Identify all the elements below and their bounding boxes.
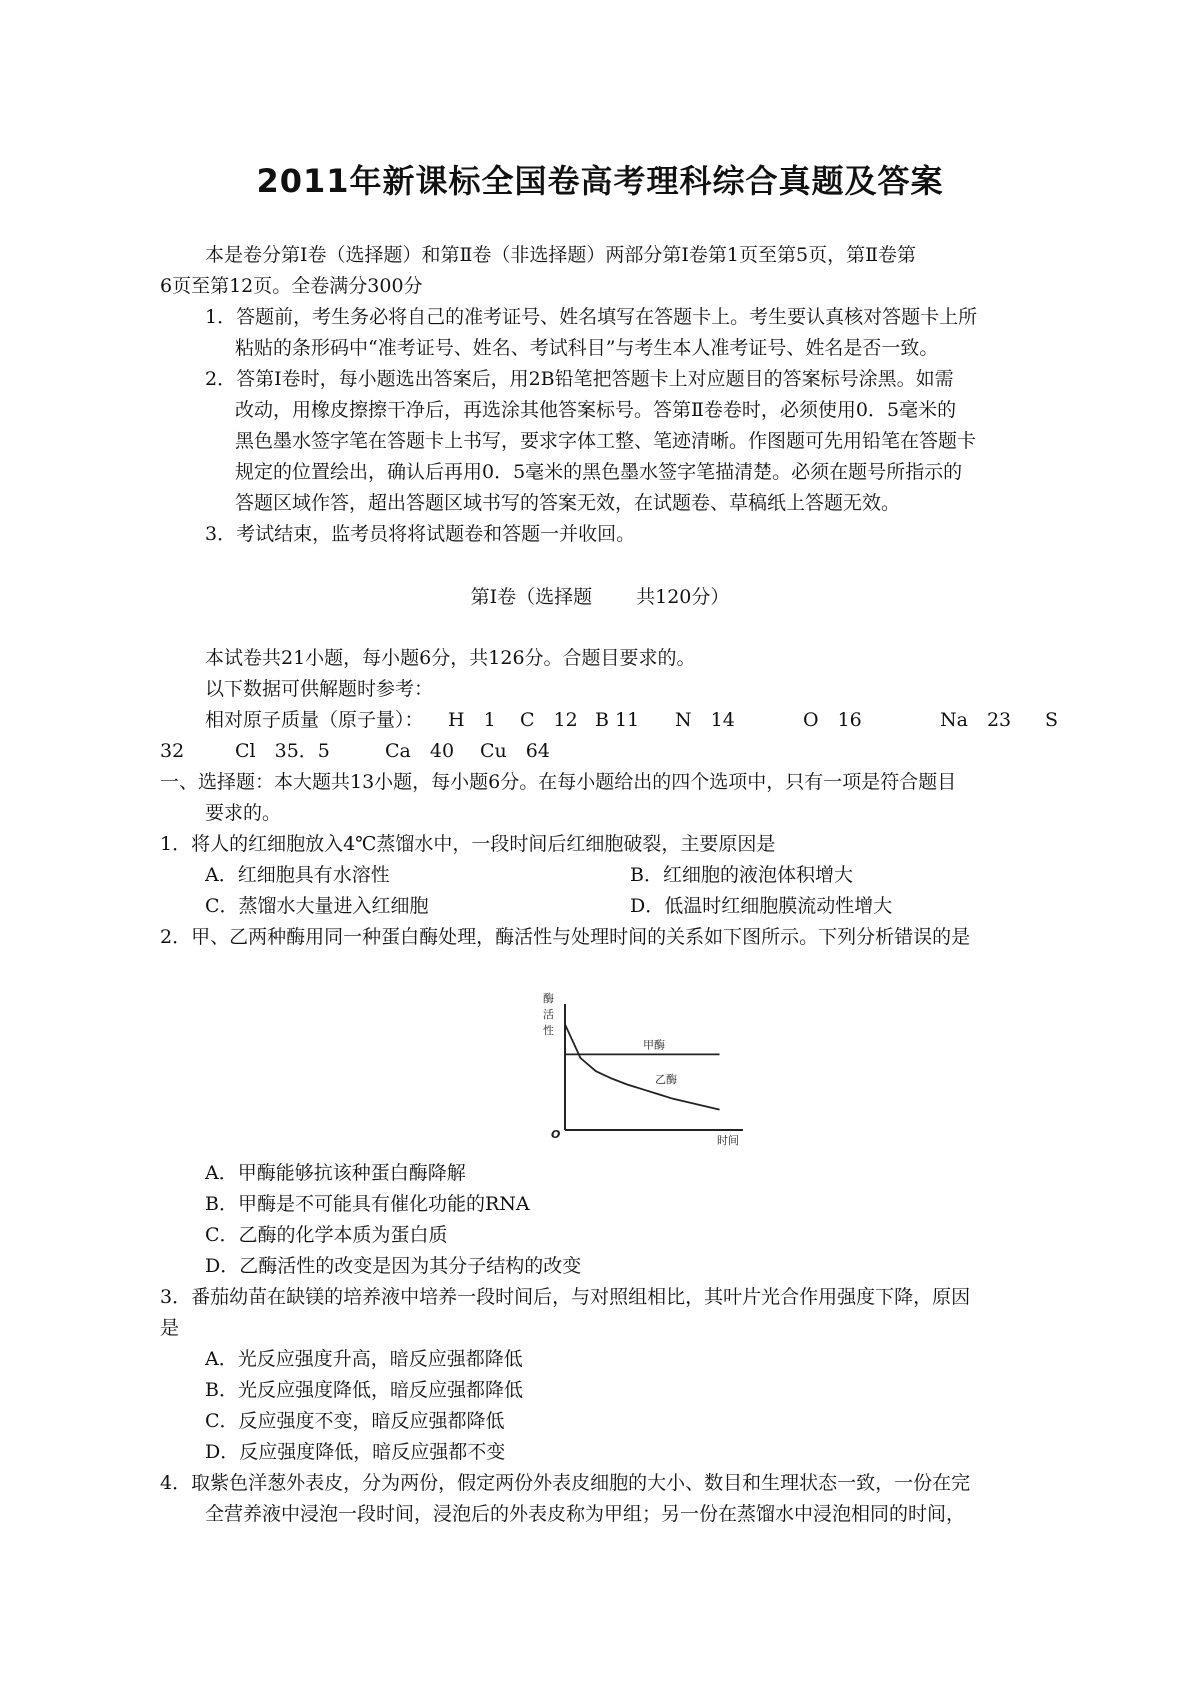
y-axis-label-char: 性 (543, 1024, 554, 1037)
mass-cl: Cl 35．5 (235, 740, 330, 762)
q3-option-a: A．光反应强度升高，暗反应强都降低 (205, 1348, 523, 1370)
x-axis-label: 时间 (717, 1134, 739, 1147)
q3-stem-line-1: 3．番茄幼苗在缺镁的培养液中培养一段时间后，与对照组相比，其叶片光合作用强度下降，原因 (160, 1286, 971, 1308)
enzyme-activity-chart (535, 988, 755, 1158)
mass-na: Na 23 (940, 709, 1012, 731)
section-heading (0, 582, 1200, 612)
section-intro-line-2: 以下数据可供解题时参考： (205, 678, 434, 700)
mass-s-value: 32 (160, 740, 185, 762)
q1-option-c: C．蒸馏水大量进入红细胞 (205, 895, 429, 917)
mass-ca: Ca 40 (385, 740, 455, 762)
q1-option-d: D．低温时红细胞膜流动性增大 (630, 895, 893, 917)
origin-label: O (551, 1128, 561, 1141)
page-title: 2011年新课标全国卷高考理科综合真题及答案 (256, 162, 944, 200)
note-1a: 1．答题前，考生务必将自己的准考证号、姓名填写在答题卡上。考生要认真核对答题卡上所 (205, 306, 978, 328)
q2-option-a: A．甲酶能够抗该种蛋白酶降解 (205, 1162, 466, 1184)
enzyme-activity-chart-svg (535, 988, 755, 1158)
q3-option-d: D．反应强度降低，暗反应强都不变 (205, 1441, 506, 1463)
q1-option-b: B．红细胞的液泡体积增大 (630, 864, 853, 886)
mass-h: H 1 (448, 709, 496, 731)
note-2e: 答题区域作答，超出答题区域书写的答案无效，在试题卷、草稿纸上答题无效。 (235, 492, 901, 514)
q2-option-c: C．乙酶的化学本质为蛋白质 (205, 1224, 448, 1246)
mass-label: 相对原子质量（原子量）： (205, 709, 424, 731)
q2-option-d: D．乙酶活性的改变是因为其分子结构的改变 (205, 1255, 582, 1277)
mass-b: B 11 (595, 709, 640, 731)
series-label-yi-mei: 乙酶 (655, 1073, 677, 1087)
part1-line-1: 一、选择题：本大题共13小题，每小题6分。在每小题给出的四个选项中，只有一项是符合题目 (160, 771, 957, 793)
note-3: 3．考试结束，监考员将将试题卷和答题一并收回。 (205, 523, 636, 545)
note-1b: 粘贴的条形码中“准考证号、姓名、考试科目”与考生本人准考证号、姓名是否一致。 (235, 337, 939, 359)
note-2b: 改动，用橡皮擦擦干净后，再选涂其他答案标号。答第Ⅱ卷卷时，必须使用0．5毫米的 (235, 399, 957, 421)
section-heading-a: 第Ⅰ卷（选择题 (470, 586, 593, 608)
mass-s: S (1045, 709, 1059, 731)
mass-o: O 16 (803, 709, 862, 731)
mass-n: N 14 (675, 709, 735, 731)
q1-option-a: A．红细胞具有水溶性 (205, 864, 390, 886)
q3-stem-line-2: 是 (160, 1317, 180, 1339)
chart-series (565, 1024, 720, 1109)
q4-stem-line-2: 全营养液中浸泡一段时间，浸泡后的外表皮称为甲组；另一份在蒸馏水中浸泡相同的时间， (205, 1503, 966, 1525)
q3-option-c: C．反应强度不变，暗反应强都降低 (205, 1410, 505, 1432)
chart-labels (543, 991, 739, 1147)
q4-stem-line-1: 4．取紫色洋葱外表皮，分为两份，假定两份外表皮细胞的大小、数目和生理状态一致，一份在完 (160, 1472, 971, 1494)
y-axis-label-char: 酶 (543, 992, 554, 1005)
y-axis-label-char: 活 (543, 1008, 554, 1021)
series-line-yi-mei (565, 1024, 720, 1109)
mass-c: C 12 (520, 709, 578, 731)
intro-line-1: 本是卷分第Ⅰ卷（选择题）和第Ⅱ卷（非选择题）两部分第Ⅰ卷第1页至第5页，第Ⅱ卷第 (205, 244, 917, 266)
q2-stem: 2．甲、乙两种酶用同一种蛋白酶处理，酶活性与处理时间的关系如下图所示。下列分析错误的是 (160, 926, 971, 948)
q2-option-b: B．甲酶是不可能具有催化功能的RNA (205, 1193, 530, 1215)
note-2c: 黑色墨水签字笔在答题卡上书写，要求字体工整、笔迹清晰。作图题可先用铅笔在答题卡 (235, 430, 977, 452)
intro-line-2: 6页至第12页。全卷满分300分 (160, 275, 423, 297)
section-heading-b: 共120分） (636, 586, 730, 608)
note-2d: 规定的位置绘出，确认后再用0．5毫米的黑色墨水签字笔描清楚。必须在题号所指示的 (235, 461, 963, 483)
y-axis-label (543, 991, 554, 1037)
note-2a: 2．答第Ⅰ卷时，每小题选出答案后，用2B铅笔把答题卡上对应题目的答案标号涂黑。如需 (205, 368, 954, 390)
q3-option-b: B．光反应强度降低，暗反应强都降低 (205, 1379, 523, 1401)
section-intro-line-1: 本试卷共21小题，每小题6分，共126分。合题目要求的。 (205, 647, 696, 669)
series-label-jia-mei: 甲酶 (643, 1038, 665, 1052)
part1-line-2: 要求的。 (205, 802, 282, 824)
mass-cu: Cu 64 (480, 740, 550, 762)
q1-stem: 1．将人的红细胞放入4℃蒸馏水中，一段时间后红细胞破裂，主要原因是 (160, 833, 776, 855)
